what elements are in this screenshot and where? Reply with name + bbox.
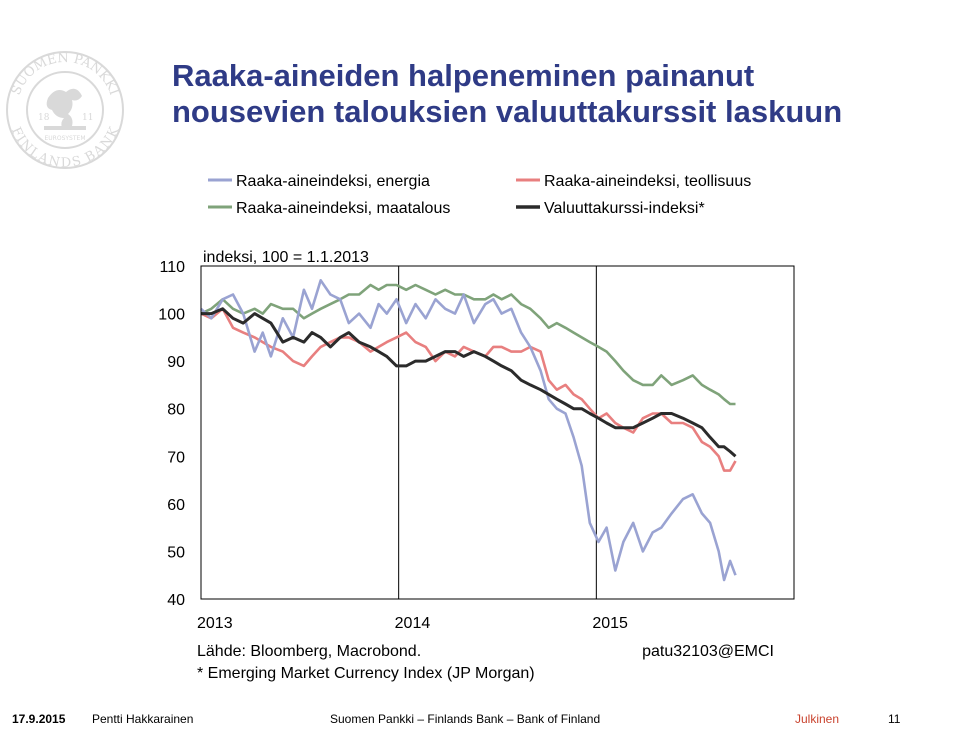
x-tick-label: 2014 (394, 615, 431, 632)
logo-year-left: 18 (38, 113, 50, 123)
footer-page-number: 11 (888, 712, 901, 726)
slide-title-line-2: nousevien talouksien valuuttakurssit laskuun (172, 94, 843, 129)
x-axis (197, 615, 628, 632)
y-tick-label: 110 (159, 259, 185, 276)
y-axis (158, 259, 185, 609)
y-tick-label: 80 (167, 401, 185, 419)
legend-label: Raaka-aineindeksi, energia (236, 173, 430, 190)
slide-title-line-1: Raaka-aineiden halpeneminen painanut (172, 58, 755, 93)
legend-label: Raaka-aineindeksi, teollisuus (544, 173, 752, 190)
series-line-0 (201, 280, 736, 580)
logo-text-top: SUOMEN PANKKI (8, 50, 122, 98)
footer-classification: Julkinen (795, 712, 840, 726)
footer-author: Pentti Hakkarainen (92, 712, 194, 726)
y-tick-label: 100 (158, 306, 185, 324)
chart-legend (208, 173, 751, 217)
footnote-text: * Emerging Market Currency Index (JP Morgan) (197, 665, 535, 682)
logo-year-right: 11 (82, 113, 94, 123)
y-tick-label: 70 (167, 449, 185, 467)
logo-text-bottom: FINLANDS BANK (7, 124, 123, 171)
y-tick-label: 50 (167, 544, 185, 562)
legend-label: Valuuttakurssi-indeksi* (544, 200, 705, 217)
y-tick-label: 60 (167, 496, 185, 514)
source-text: Lähde: Bloomberg, Macrobond. (197, 643, 422, 660)
x-tick-label: 2015 (592, 615, 628, 632)
footer-organization: Suomen Pankki – Finlands Bank – Bank of Finland (330, 712, 601, 726)
legend-label: Raaka-aineindeksi, maatalous (236, 200, 451, 217)
chart-code: patu32103@EMCI (642, 643, 774, 660)
series-line-1 (201, 309, 736, 471)
y-tick-label: 90 (167, 354, 185, 372)
chart-series (201, 280, 736, 580)
logo-ribbon-text: EUROSYSTEM (44, 135, 86, 142)
y-tick-label: 40 (167, 592, 185, 609)
series-line-2 (201, 285, 736, 404)
x-tick-label: 2013 (197, 615, 233, 632)
footer-date: 17.9.2015 (12, 712, 66, 726)
unit-label: indeksi, 100 = 1.1.2013 (203, 249, 369, 266)
